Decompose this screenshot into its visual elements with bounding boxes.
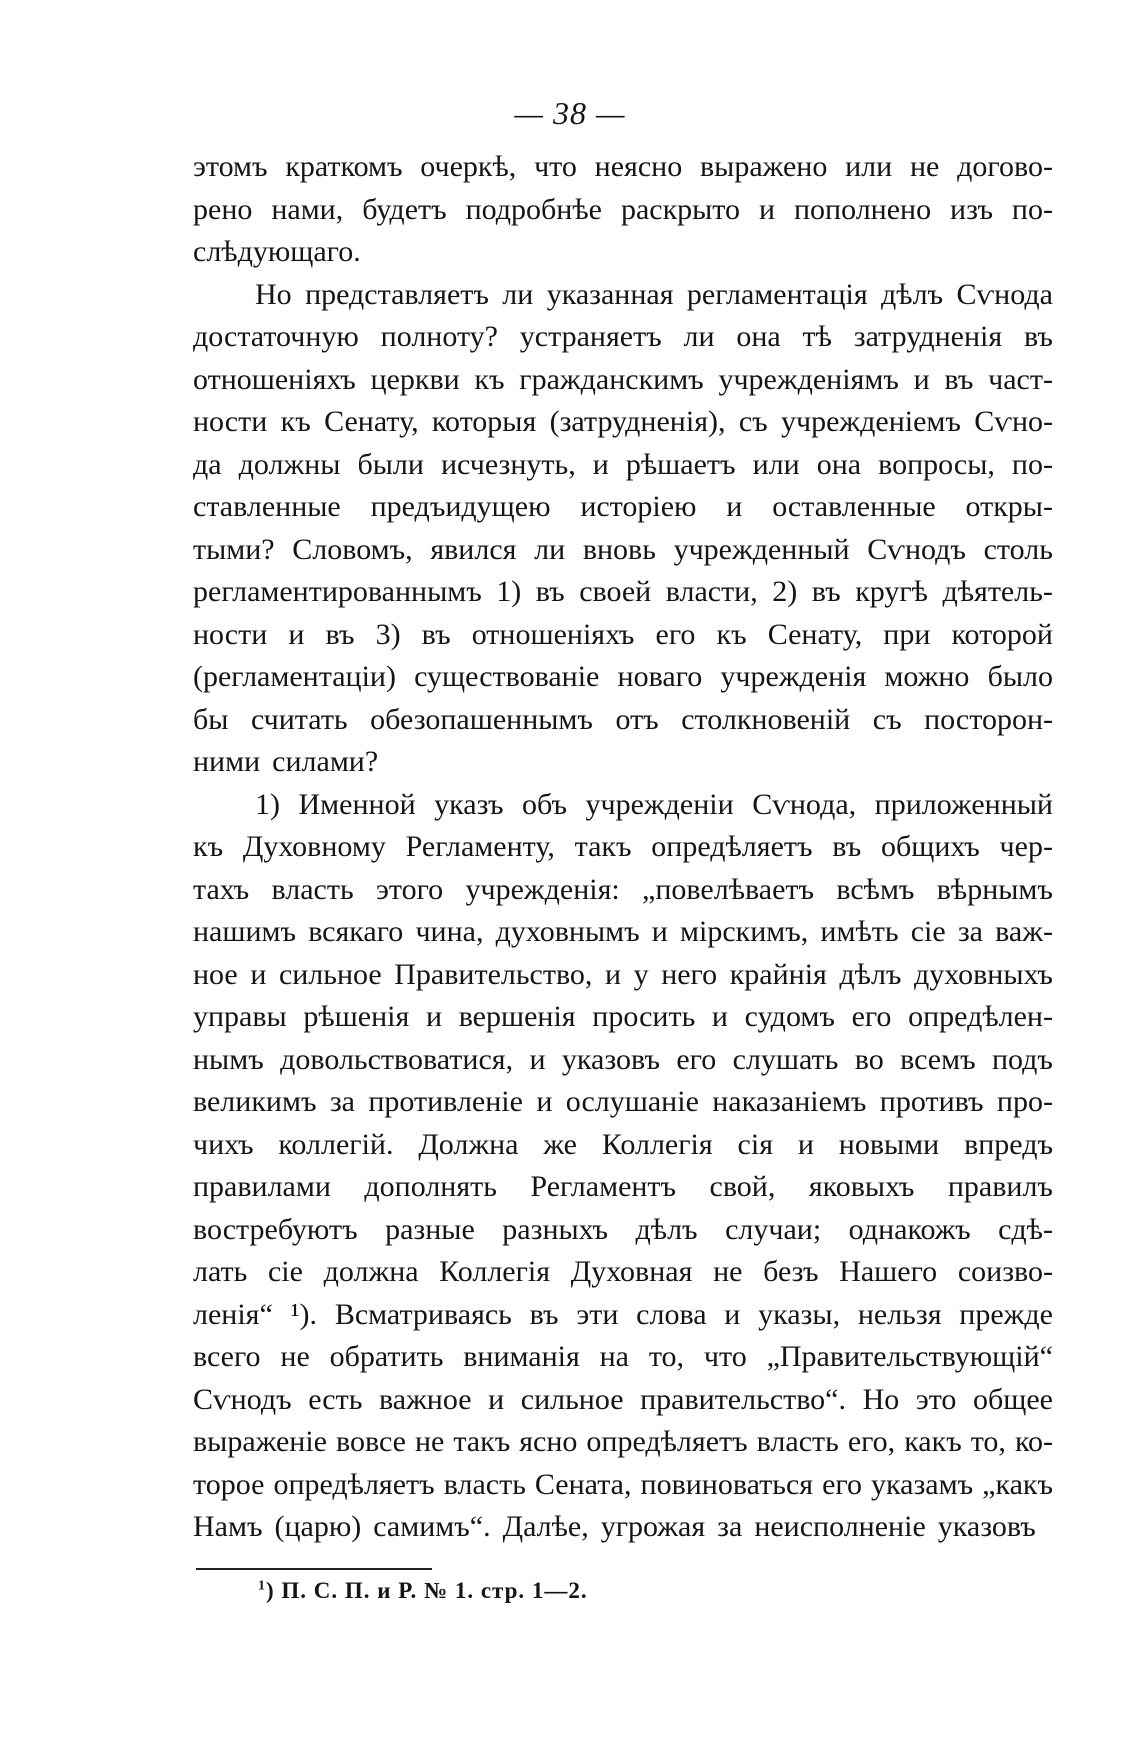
text-line: всего не обратить вниманія на то, что „Правительствующій“ (193, 1340, 1053, 1373)
footnote-marker: 1 (258, 1578, 266, 1594)
text-line: ности и въ 3) въ отношеніяхъ его къ Сенату, при которой (193, 617, 1053, 651)
text-line: Но представляетъ ли указанная регламентація дѣлъ Сѵнода (255, 277, 1053, 311)
text-line: нымъ довольствоватися, и указовъ его слушать во всемъ подъ (193, 1042, 1053, 1076)
text-line: Сѵнодъ есть важное и сильное правительство“. Но это общее (193, 1382, 1053, 1416)
text-line: ленія“ ¹). Всматриваясь въ эти слова и указы, нельзя прежде (193, 1297, 1053, 1331)
text-line: слѣдующаго. (193, 235, 361, 268)
text-line: къ Духовному Регламенту, такъ опредѣляетъ въ общихъ чер- (193, 830, 1053, 863)
footnote-divider (196, 1568, 432, 1570)
footnote (258, 1578, 588, 1604)
text-line: нашимъ всякаго чина, духовнымъ и мірскимъ, имѣть сіе за важ- (193, 915, 1053, 948)
body-text (193, 146, 1053, 1549)
text-line: достаточную полноту? устраняетъ ли она тѣ затрудненія въ (193, 320, 1053, 353)
text-line: ними силами? (193, 745, 379, 778)
footnote-text: ) П. С. П. и Р. № 1. стр. 1—2. (266, 1578, 588, 1603)
text-line: тахъ власть этого учрежденія: „повелѣваетъ всѣмъ вѣрнымъ (193, 872, 1053, 906)
text-line: правилами дополнять Регламентъ свой, яковыхъ правилъ (193, 1170, 1053, 1203)
text-line: ное и сильное Правительство, и у него крайнія дѣлъ духовныхъ (193, 957, 1053, 991)
text-line: востребуютъ разные разныхъ дѣлъ случаи; однакожъ сдѣ- (193, 1212, 1053, 1246)
text-line: отношеніяхъ церкви къ гражданскимъ учрежденіямъ и въ част- (193, 362, 1053, 396)
text-line: Намъ (царю) самимъ“. Далѣе, угрожая за неисполненіе указовъ (193, 1510, 1036, 1543)
paragraph (193, 274, 1053, 784)
text-line: тыми? Словомъ, явился ли вновь учрежденный Сѵнодъ столь (193, 532, 1053, 566)
text-line: чихъ коллегій. Должна же Коллегія сія и новыми впредъ (193, 1127, 1053, 1161)
text-line: ставленные предъидущею исторіею и оставленные откры- (193, 490, 1053, 523)
text-line: выраженіе вовсе не такъ ясно опредѣляетъ власть его, какъ то, ко- (193, 1425, 1053, 1458)
text-line: этомъ краткомъ очеркѣ, что неясно выражено или не догово- (193, 150, 1053, 183)
text-line: великимъ за противленіе и ослушаніе наказаніемъ противъ про- (193, 1085, 1053, 1118)
text-line: регламентированнымъ 1) въ своей власти, 2) въ кругѣ дѣятель- (193, 575, 1053, 608)
text-line: управы рѣшенія и вершенія просить и судомъ его опредѣлен- (193, 1000, 1053, 1033)
text-line: лать сіе должна Коллегія Духовная не безъ Нашего соизво- (193, 1255, 1053, 1288)
text-line: торое опредѣляетъ власть Сената, повиноваться его указамъ „какъ (193, 1467, 1053, 1501)
text-line: 1) Именной указъ объ учрежденіи Сѵнода, приложенный (255, 787, 1053, 821)
page-number: — 38 — (514, 95, 626, 131)
text-line: рено нами, будетъ подробнѣе раскрыто и пополнено изъ по- (193, 192, 1053, 226)
paragraph (193, 784, 1053, 1549)
paragraph (193, 146, 1053, 274)
text-line: да должны были исчезнуть, и рѣшаетъ или она вопросы, по- (193, 447, 1053, 481)
text-line: бы считать обезопашеннымъ отъ столкновеній съ посторон- (193, 702, 1053, 736)
text-line: (регламентаціи) существованіе новаго учрежденія можно было (193, 660, 1053, 693)
text-line: ности къ Сенату, которыя (затрудненія), съ учрежденіемъ Сѵно- (193, 405, 1053, 438)
